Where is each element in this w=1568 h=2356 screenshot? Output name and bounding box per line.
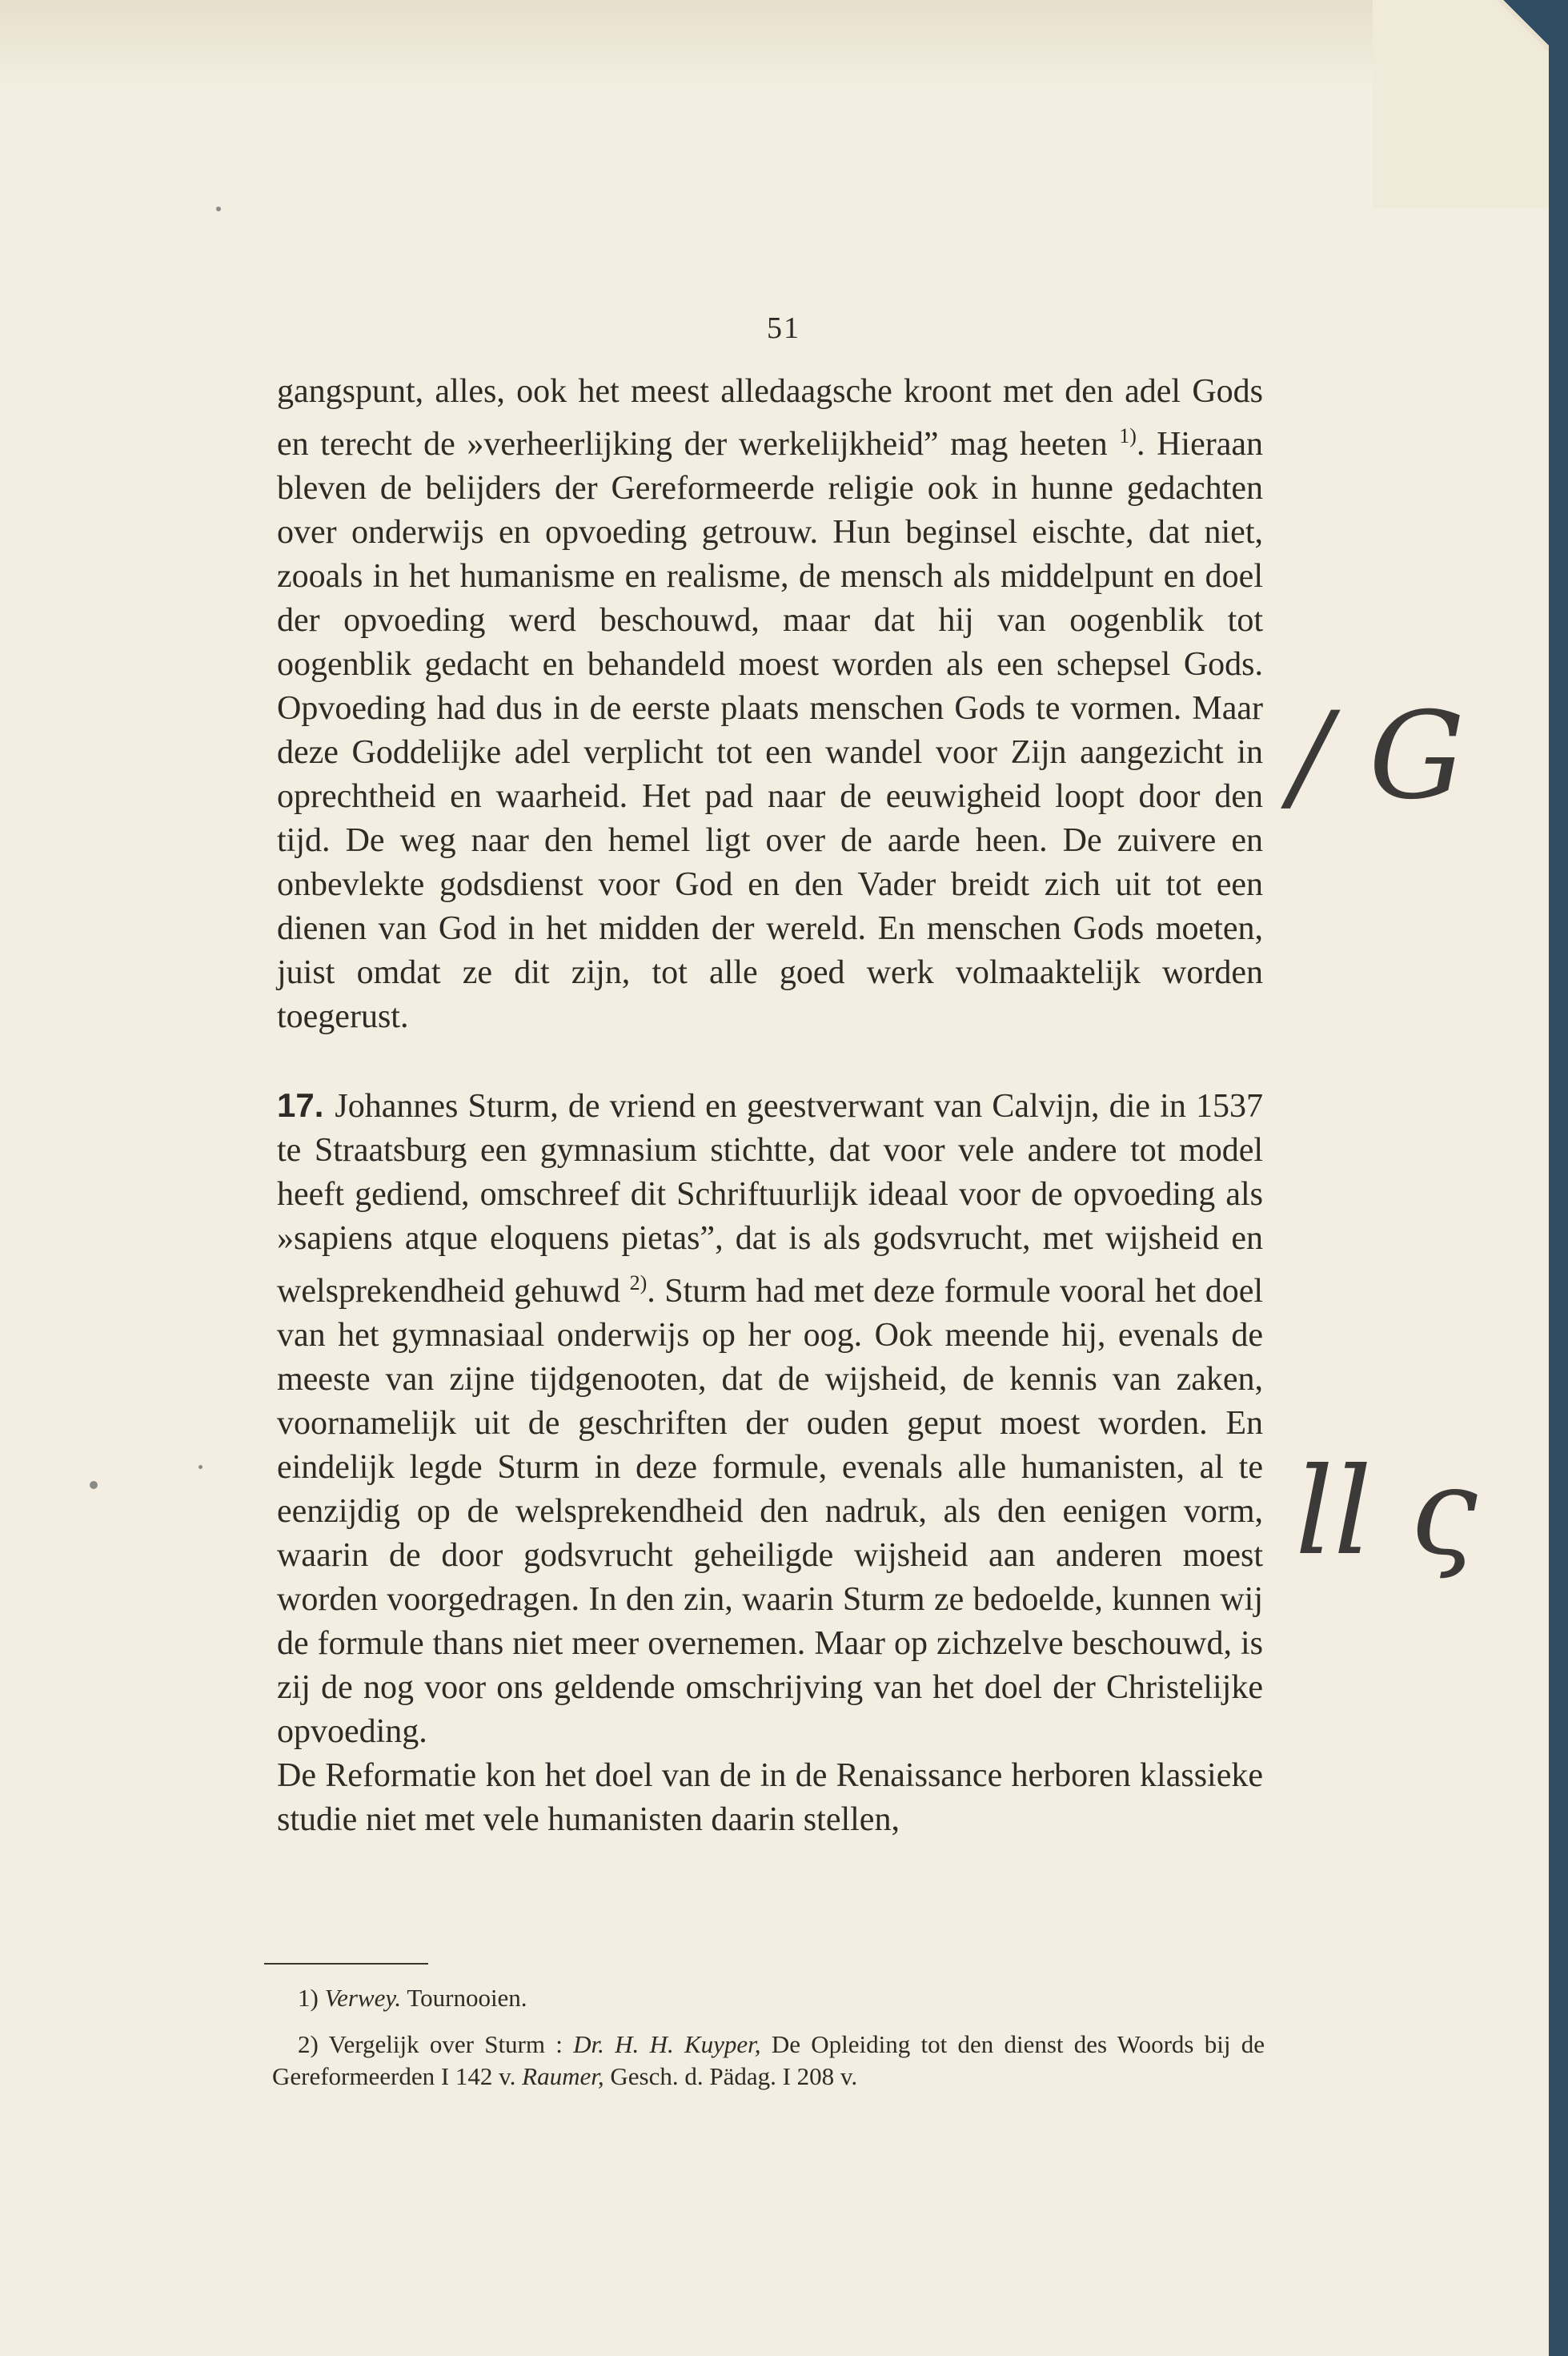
paragraph-section-17: 17. Johannes Sturm, de vriend en geestverwant van Calvijn, die in 1537 te Straatsburg een gymnasium stichtte, dat voor vele andere tot model heeft gediend, omschreef dit Schriftuurlijk ideaal voor de opvoeding als »sapiens atque eloquens pietas”, dat is als godsvrucht, met wijsheid en welsprekendheid gehuwd $^{2)}$. Sturm had met deze formule vooral het doel van het gymnasiaal onderwijs op her oog. Ook meende hij, evenals de meeste van zijne tijdgenooten, dat de wijsheid, de kennis van zaken, voornamelijk uit de geschriften der ouden geput moest worden. En eindelijk legde Sturm in deze formule, evenals alle humanisten, al te eenzijdig op de welsprekendheid den nadruk, als den eenigen vorm, waarin de door godsvrucht geheiligde wijsheid aan anderen moest worden voorgedragen. In den zin, waarin Sturm ze bedoelde, kunnen wij de formule thans niet meer overnemen. Maar op zichzelve beschouwd, is zij de nog voor ons geldende omschrijving van het doel der Christelijke opvoeding. bbox=[277, 1086, 1264, 1750]
paper-spot bbox=[216, 207, 221, 211]
paragraph-1: gangspunt, alles, ook het meest alledaagsche kroont met den adel Gods en terecht de »verheerlijking der werkelijkheid” mag heeten $^{1)}$. Hieraan bleven de belijders der Gereformeerde religie ook in hunne gedachten over onderwijs en opvoeding getrouw. Hun beginsel eischte, dat niet, zooals in het humanisme en realisme, de mensch als middelpunt en doel der opvoeding werd beschouwd, maar dat hij van oogenblik tot oogenblik gedacht en behandeld moest worden als een schepsel Gods. Opvoeding had dus in de eerste plaats menschen Gods te vormen. Maar deze Goddelijke adel verplicht tot een wandel voor Zijn aangezicht in oprechtheid en waarheid. Het pad naar de eeuwigheid loopt door den tijd. De weg naar den hemel ligt over de aarde heen. De zuivere en onbevlekte godsdienst voor God en den Vader breidt zich uit tot een dienen van God in het midden der wereld. En menschen Gods moeten, juist omdat ze dit zijn, tot alle goed werk volmaaktelijk worden toegerust. bbox=[277, 373, 1263, 1035]
paper-spot bbox=[199, 1465, 203, 1469]
page-corner-fold bbox=[1373, 0, 1549, 208]
handwritten-margin-note: / G bbox=[1290, 687, 1466, 826]
footnote-2: 2) Vergelijk over Sturm : Dr. H. H. Kuyper, De Opleiding tot den dienst des Woords bij de Gereformeerden I 142 v. Raumer, Gesch. d. Pädag. I 208 v. bbox=[272, 2030, 1265, 2090]
paper-spot bbox=[90, 1481, 98, 1489]
footnote-ref-1: 1) bbox=[1119, 424, 1137, 448]
footnote-divider bbox=[264, 1963, 428, 1965]
footnote-ref-2: 2) bbox=[629, 1271, 648, 1294]
handwritten-margin-note: ll ς bbox=[1295, 1443, 1478, 1582]
page-number: 51 bbox=[767, 311, 800, 345]
body-text bbox=[277, 370, 1263, 1842]
footnote-1: 1) Verwey. Tournooien. bbox=[298, 1984, 527, 2012]
section-number: 17. bbox=[277, 1086, 324, 1124]
paragraph-3: De Reformatie kon het doel van de in de Renaissance herboren klassieke studie niet met vele humanisten daarin stellen, bbox=[277, 1757, 1263, 1838]
footnotes bbox=[272, 1982, 1265, 2093]
